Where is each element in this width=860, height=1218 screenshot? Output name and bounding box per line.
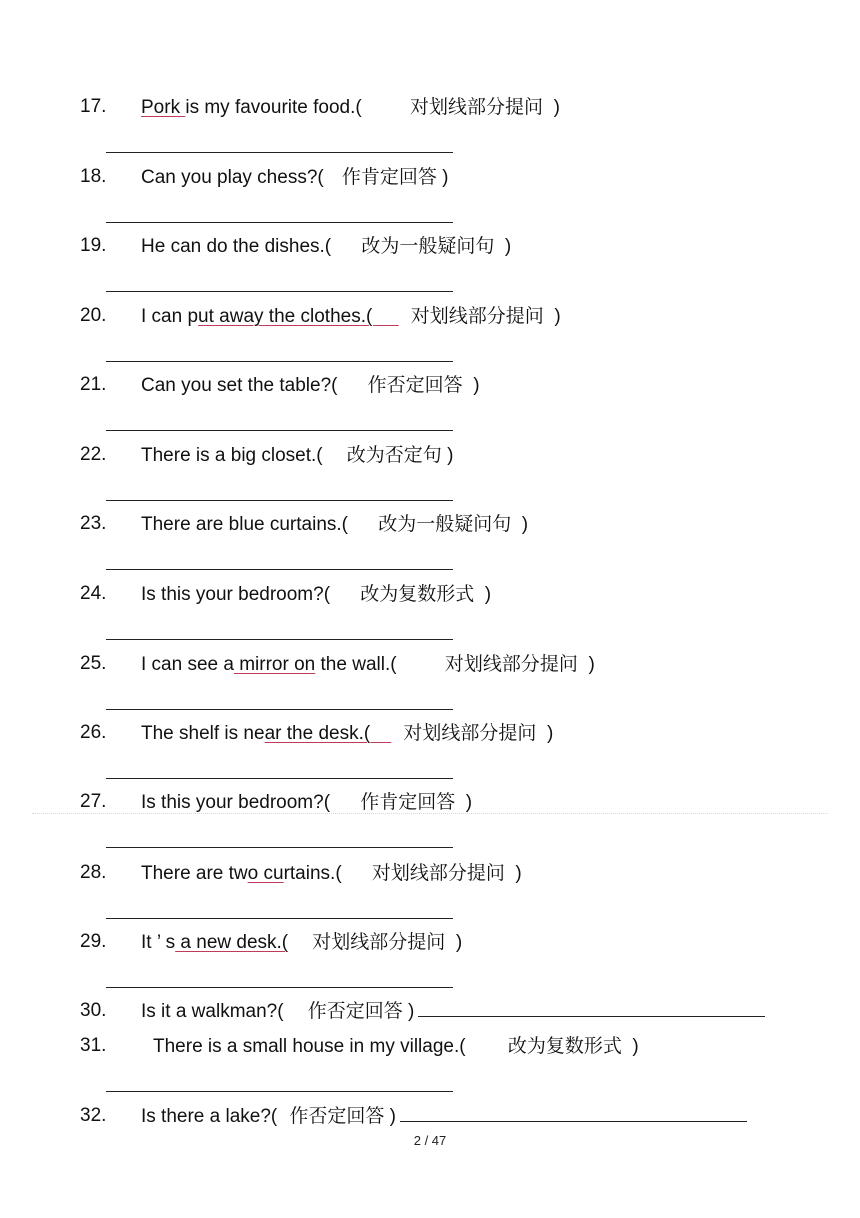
question-text <box>141 93 560 122</box>
question-number: 21. <box>80 374 107 395</box>
answer-line[interactable] <box>106 639 453 640</box>
instruction-text: 作肯定回答 <box>323 166 437 188</box>
sentence-segment: ) <box>441 445 454 466</box>
sentence-segment: is my favourite food.( <box>185 97 362 118</box>
sentence-segment: There is a big closet.( <box>141 445 323 466</box>
answer-line[interactable] <box>106 778 453 779</box>
question-number: 18. <box>80 166 107 187</box>
sentence-segment: The shelf is ne <box>141 723 265 744</box>
sentence-segment: ) <box>504 863 522 884</box>
answer-line[interactable] <box>106 918 453 919</box>
question-text <box>153 1032 639 1061</box>
sentence-segment: Can you play chess?( <box>141 167 324 188</box>
instruction-text: 作否定回答 <box>337 374 463 396</box>
answer-line[interactable] <box>106 291 453 292</box>
sentence-segment: ) <box>543 306 561 327</box>
sentence-segment: ) <box>474 584 492 605</box>
question-number: 24. <box>80 583 107 604</box>
sentence-segment: ) <box>494 236 512 257</box>
instruction-text: 对划线部分提问 <box>288 931 446 953</box>
answer-line[interactable] <box>106 987 453 988</box>
answer-line[interactable] <box>106 222 453 223</box>
question-text <box>141 232 511 261</box>
sentence-segment: There are tw <box>141 863 248 884</box>
question-text <box>141 163 448 192</box>
underlined-segment: a new desk.( <box>175 932 289 953</box>
instruction-text: 作否定回答 <box>283 1000 403 1022</box>
question-text <box>141 928 462 957</box>
instruction-text: 改为复数形式 <box>330 583 475 605</box>
question-number: 23. <box>80 513 107 534</box>
sentence-segment: ) <box>455 792 473 813</box>
question-text <box>141 719 553 748</box>
sentence-segment: ) <box>543 97 560 118</box>
question-text <box>141 371 480 400</box>
underlined-segment: o cu <box>247 863 284 884</box>
sentence-segment: ) <box>436 167 449 188</box>
sentence-segment: I can p <box>141 306 199 327</box>
question-text <box>141 441 453 470</box>
answer-line[interactable] <box>106 847 453 848</box>
underlined-segment: mirror on <box>233 654 316 675</box>
question-number: 17. <box>80 96 107 117</box>
sentence-segment: rtains.( <box>283 863 342 884</box>
question-number: 27. <box>80 791 107 812</box>
question-number: 22. <box>80 444 107 465</box>
instruction-text: 对划线部分提问 <box>396 653 578 675</box>
sentence-segment: It ’ s <box>141 932 176 953</box>
underlined-segment: ar the desk.( <box>264 723 392 744</box>
answer-line[interactable] <box>106 709 453 710</box>
answer-line[interactable] <box>106 152 453 153</box>
question-number: 31. <box>80 1035 107 1056</box>
instruction-text: 对划线部分提问 <box>398 305 544 327</box>
sentence-segment: Is it a walkman?( <box>141 1001 284 1022</box>
instruction-text: 改为一般疑问句 <box>348 513 512 535</box>
page-number: 2 / 47 <box>413 1133 447 1148</box>
underlined-segment: ut away the clothes.( <box>198 306 399 327</box>
question-number: 20. <box>80 305 107 326</box>
answer-line[interactable] <box>106 430 453 431</box>
question-number: 30. <box>80 1000 107 1021</box>
answer-line[interactable] <box>106 569 453 570</box>
instruction-text: 改为复数形式 <box>465 1035 622 1057</box>
sentence-segment: There is a small house in my village.( <box>153 1036 466 1057</box>
question-text <box>141 650 595 679</box>
sentence-segment: ) <box>384 1106 396 1127</box>
sentence-segment: ) <box>621 1036 639 1057</box>
question-text <box>141 580 491 609</box>
instruction-text: 对划线部分提问 <box>341 862 505 884</box>
sentence-segment: the wall.( <box>315 654 397 675</box>
sentence-segment: Can you set the table?( <box>141 375 338 396</box>
sentence-segment: ) <box>445 932 463 953</box>
answer-line[interactable] <box>106 1091 453 1092</box>
sentence-segment: Is there a lake?( <box>141 1106 278 1127</box>
sentence-segment: I can see a <box>141 654 234 675</box>
question-text <box>141 859 522 888</box>
instruction-text: 作肯定回答 <box>330 791 456 813</box>
instruction-text: 对划线部分提问 <box>361 96 544 118</box>
sentence-segment: ) <box>402 1001 415 1022</box>
question-text <box>141 1102 747 1131</box>
sentence-segment: ) <box>536 723 554 744</box>
instruction-text: 作否定回答 <box>277 1105 385 1127</box>
question-text <box>141 997 765 1026</box>
instruction-text: 改为否定句 <box>322 444 442 466</box>
answer-line[interactable] <box>106 361 453 362</box>
sentence-segment: There are blue curtains.( <box>141 514 348 535</box>
sentence-segment: ) <box>462 375 480 396</box>
question-number: 29. <box>80 931 107 952</box>
answer-line[interactable] <box>400 1107 747 1122</box>
sentence-segment: Is this your bedroom?( <box>141 584 331 605</box>
question-text <box>141 302 561 331</box>
page-divider <box>32 813 828 814</box>
question-number: 32. <box>80 1105 107 1126</box>
question-text <box>141 510 528 539</box>
instruction-text: 改为一般疑问句 <box>331 235 495 257</box>
question-number: 19. <box>80 235 107 256</box>
answer-line[interactable] <box>106 500 453 501</box>
underlined-segment: Pork <box>141 97 186 118</box>
sentence-segment: ) <box>511 514 529 535</box>
question-number: 26. <box>80 722 107 743</box>
sentence-segment: Is this your bedroom?( <box>141 792 331 813</box>
question-number: 25. <box>80 653 107 674</box>
sentence-segment: ) <box>577 654 595 675</box>
sentence-segment: He can do the dishes.( <box>141 236 332 257</box>
answer-line[interactable] <box>418 1002 765 1017</box>
instruction-text: 对划线部分提问 <box>391 722 537 744</box>
question-number: 28. <box>80 862 107 883</box>
